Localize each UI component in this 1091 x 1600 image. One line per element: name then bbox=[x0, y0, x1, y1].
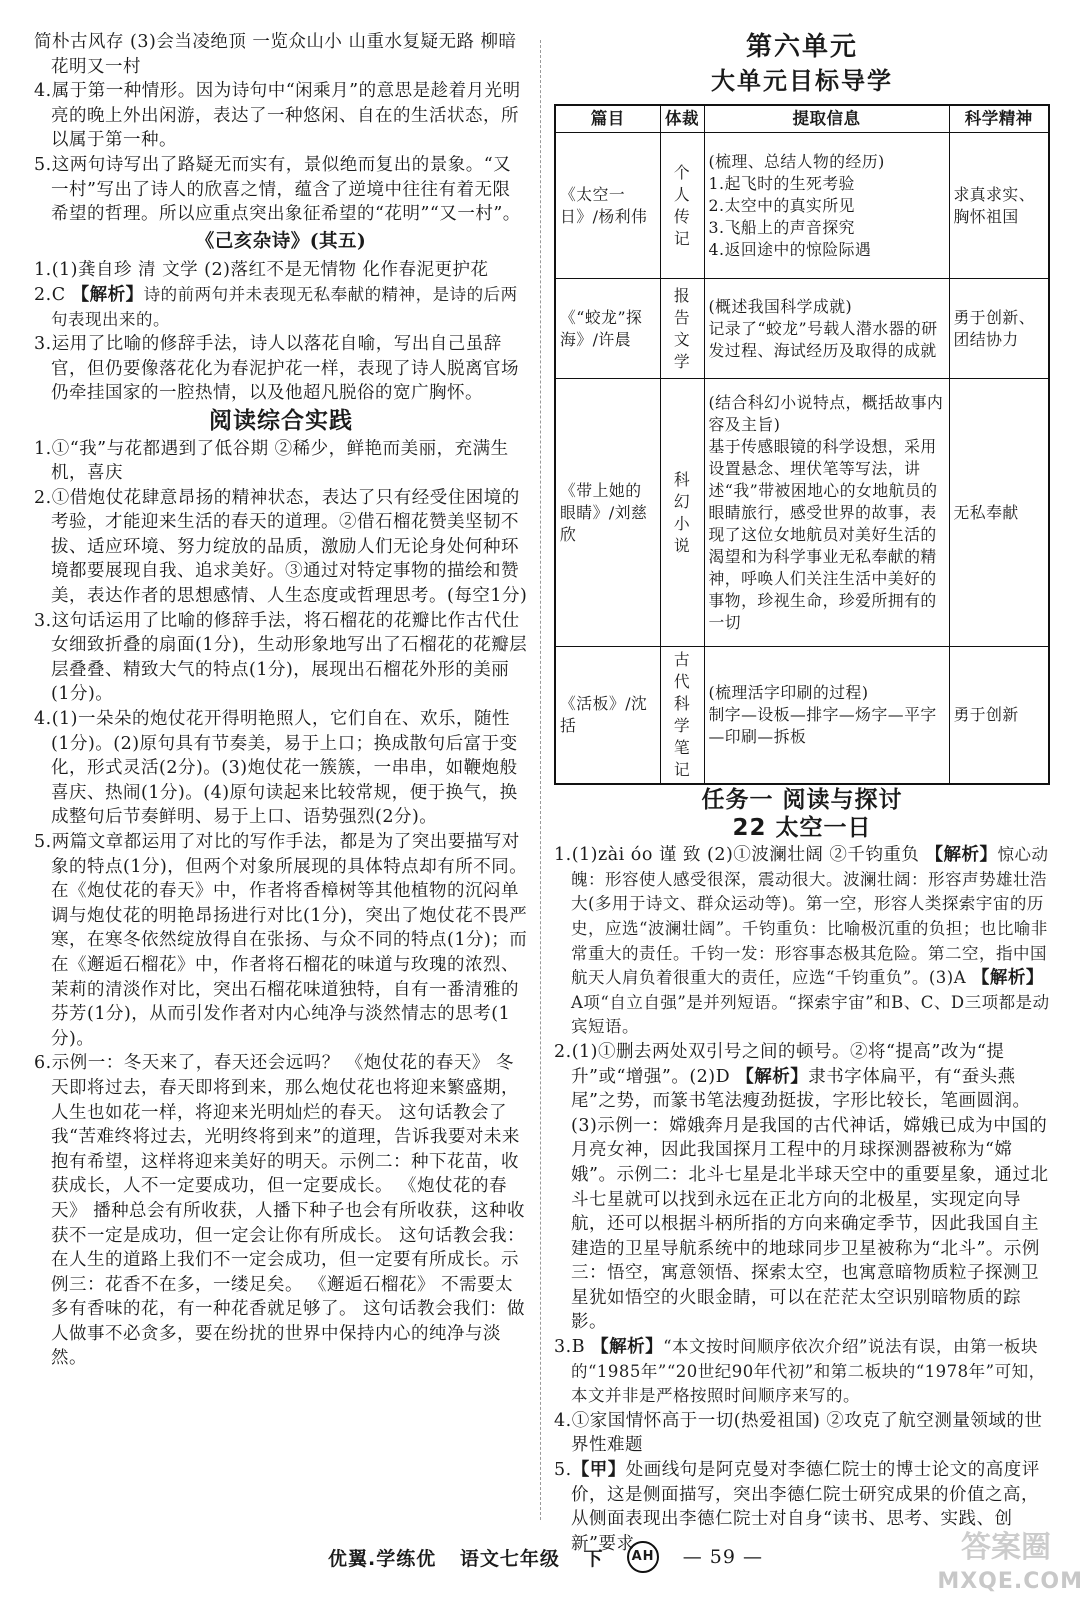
analysis-tag: 【解析】 bbox=[591, 1337, 664, 1358]
analysis-text: 处画线句是阿克曼对李德仁院士的博士论文的高度评价，这是侧面描写，突出李德仁院士研究成果的价值之高，从侧面表现出李德仁院士对自身“读书、思考、实践、创新”要求 bbox=[571, 1460, 1040, 1554]
footer-volume: 下 bbox=[583, 1547, 604, 1570]
answer-item: 2.(1)①删去两处双引号之间的顿号。②将“提高”改为“提升”或“增强”。(2)D 【解析】隶书字体扁平，有“蚕头燕尾”之势，而篆书笔法瘦劲挺拔，字形比较长，笔画圆润。(3)示例一：嫦娥奔月是我国的古代神话，嫦娥已成为中国的月亮女神，因此我国探月工程中的月球探测器被称为“嫦娥”。示例二：北斗七星是北半球天空中的重要星象，通过北斗七星就可以找到永远在正北方向的北极星，实现定向导航，还可以根据斗柄所指的方向来确定季节，因此我国自主建造的卫星导航系统中的地球同步卫星被称为“北斗”。示例三：悟空，寓意领悟、探索太空，也寓意暗物质粒子探测卫星犹如悟空的火眼金睛，可以在茫茫太空识别暗物质的踪影。 bbox=[554, 1041, 1049, 1333]
column-divider bbox=[540, 40, 541, 1520]
footer-subject: 语文七年级 bbox=[459, 1547, 560, 1570]
table-cell-title: 《活板》/沈括 bbox=[555, 647, 660, 785]
analysis-text: 诗的前两句并未表现无私奉献的精神，是诗的后两句表现出来的。 bbox=[51, 284, 518, 329]
table-cell-genre: 古代科学笔记 bbox=[660, 647, 704, 785]
table-header: 体裁 bbox=[660, 105, 704, 133]
analysis-text: “本文按时间顺序依次介绍”说法有误，由第一板块的“1985年”“20世纪90年代初”和第二板块的“1978年”可知，本文并非是严格按照时间顺序来写的。 bbox=[571, 1337, 1046, 1406]
watermark-logo: 答案圈 bbox=[961, 1530, 1051, 1565]
region-badge-icon: AH bbox=[627, 1541, 659, 1573]
table-cell-title: 《带上她的眼睛》/刘慈欣 bbox=[555, 379, 660, 647]
answer-item: 5.两篇文章都运用了对比的写作手法，都是为了突出要描写对象的特点(1分)，但两个对象所展现的具体特点却有所不同。在《炮仗花的春天》中，作者将香樟树等其他植物的沉闷单调与炮仗花的明艳昂扬进行对比(1分)，突出了炮仗花不畏严寒，在寒冬依然绽放得自在张扬、与众不同的特点(1分)；而在《邂逅石榴花》中，作者将石榴花的味道与玫瑰的浓烈、茉莉的清淡作对比，突出石榴花味道独特，自有一番清雅的芬芳(1分)，从而引发作者对内心纯净与淡然情志的思考(1分)。 bbox=[34, 832, 528, 1049]
answer-item: 1.①“我”与花都遇到了低谷期 ②稀少，鲜艳而美丽，充满生机，喜庆 bbox=[34, 438, 509, 484]
analysis-tag: 【解析】 bbox=[71, 284, 144, 305]
analysis-tag: 【解析】 bbox=[925, 845, 998, 866]
watermark-url: MXQE.COM bbox=[937, 1569, 1083, 1594]
analysis-text: A项“自立自强”是并列短语。“探索宇宙”和B、C、D三项都是动宾短语。 bbox=[571, 992, 1050, 1037]
answer-item: 4.(1)一朵朵的炮仗花开得明艳照人，它们自在、欢乐，随性(1分)。(2)原句具有节奏美，易于上口；换成散句后富于变化，形式灵活(2分)。(3)炮仗花一簇簇，一串串，如鞭炮般喜庆、热闹(1分)。(4)原句读起来比较常规，便于换气，换成整句后节奏鲜明、易于上口、语势强烈(2分)。 bbox=[34, 709, 518, 828]
answer-item: 4.属于第一种情形。因为诗句中“闲乘月”的意思是趁着月光明亮的晚上外出闲游，表达了一种悠闲、自在的生活状态，所以属于第一种。 bbox=[34, 81, 521, 151]
answer-item: 1.(1)龚自珍 清 文学 (2)落红不是无情物 化作春泥更护花 bbox=[34, 260, 489, 281]
table-header: 篇目 bbox=[555, 105, 660, 133]
table-cell-title: 《“蛟龙”探海》/许晨 bbox=[555, 279, 660, 379]
unit-subtitle: 大单元目标导学 bbox=[711, 67, 893, 95]
answer-choice: 2.C bbox=[34, 284, 72, 305]
unit-title: 第六单元 bbox=[745, 32, 858, 62]
answer-item: 3.这句话运用了比喻的修辞手法，将石榴花的花瓣比作古代仕女细致折叠的扇面(1分)，生动形象地写出了石榴花的花瓣层层叠叠、精致大气的特点(1分)，展现出石榴花外形的美丽(1分)。 bbox=[34, 610, 528, 705]
right-column bbox=[554, 30, 1050, 1556]
answer-item: 5.这两句诗写出了路疑无而实有，景似绝而复出的景象。“又一村”写出了诗人的欣喜之情，蕴含了逆境中往往有着无限希望的哲理。所以应重点突出象征希望的“花明”“又一村”。 bbox=[34, 154, 521, 225]
page-number: — 59 — bbox=[682, 1546, 763, 1568]
analysis-text: 惊心动魄：形容使人感受很深，震动很大。波澜壮阔：形容声势雄壮浩大(多用于诗文、群众运动等)。第一空，形容人类探索宇宙的历史，应选“波澜壮阔”。千钧重负：比喻极沉重的负担；也比喻非常重大的责任。千钧一发：形容事态极其危险。第二空，指中国航天人肩负着很重大的责任，应选“千钧重负”。(3)A bbox=[571, 845, 1049, 988]
analysis-tag: 【解析】 bbox=[971, 968, 1044, 989]
answer-item: 5.【甲】处画线句是阿克曼对李德仁院士的博士论文的高度评价，这是侧面描写，突出李德仁院士研究成果的价值之高，从侧面表现出李德仁院士对自身“读书、思考、实践、创新”要求 bbox=[554, 1460, 1040, 1554]
table-cell-info: (梳理、总结人物的经历) 1.起飞时的生死考验 2.太空中的真实所见 3.飞船上的声音探究 4.返回途中的惊险际遇 bbox=[704, 133, 949, 279]
table-cell-info: (概述我国科学成就) 记录了“蛟龙”号载人潜水器的研发过程、海试经历及取得的成就 bbox=[704, 279, 949, 379]
task-title: 任务一 阅读与探讨 bbox=[701, 787, 903, 813]
unit-goal-table bbox=[554, 104, 1050, 785]
table-cell-spirit: 求真求实、胸怀祖国 bbox=[949, 133, 1049, 279]
analysis-tag: 【甲】 bbox=[571, 1460, 626, 1481]
table-cell-genre: 报告文学 bbox=[660, 279, 704, 379]
footer-brand: 优翼.学练优 bbox=[327, 1547, 437, 1570]
table-header-row bbox=[555, 105, 1049, 133]
answer-item: 3.运用了比喻的修辞手法，诗人以落花自喻，写出自己虽辞官，但仍要像落花化为春泥护花一样，表现了诗人脱离官场仍牵挂国家的一腔热情，以及他超凡脱俗的宽广胸怀。 bbox=[34, 334, 519, 404]
left-column bbox=[34, 30, 528, 1371]
intro-line: 简朴古风存 (3)会当凌绝顶 一览众山小 山重水复疑无路 柳暗花明又一村 bbox=[34, 32, 517, 77]
lesson-title: 22 太空一日 bbox=[732, 814, 872, 841]
table-cell-info: (结合科幻小说特点，概括故事内容及主旨) 基于传感眼镜的科学设想，采用设置悬念、埋伏笔等写法，讲述“我”带被困地心的女地航员的眼睛旅行，感受世界的故事，表现了这位女地航员对美好生活的渴望和为科学事业无私奉献的精神，呼唤人们关注生活中美好的事物，珍视生命，珍爱所拥有的一切 bbox=[704, 379, 949, 647]
table-cell-spirit: 无私奉献 bbox=[949, 379, 1049, 647]
table-row bbox=[555, 379, 1049, 647]
table-row bbox=[555, 279, 1049, 379]
answer-item: 2.①借炮仗花肆意昂扬的精神状态，表达了只有经受住困境的考验，才能迎来生活的春天的道理。②借石榴花赞美坚韧不拔、适应环境、努力绽放的品质，激励人们无论身处何种环境都要展现自我、追求美好。③通过对特定事物的描绘和赞美，表达作者的思想感情、人生态度或哲理思考。(每空1分) bbox=[34, 487, 528, 607]
table-header: 科学精神 bbox=[949, 105, 1049, 133]
answer-item: 3.B 【解析】“本文按时间顺序依次介绍”说法有误，由第一板块的“1985年”“20世纪90年代初”和第二板块的“1978年”可知，本文并非是严格按照时间顺序来写的。 bbox=[554, 1337, 1046, 1406]
answer-item: 1.(1)zài óo 谨 致 (2)①波澜壮阔 ②千钧重负 【解析】惊心动魄：形容使人感受很深，震动很大。波澜壮阔：形容声势雄壮浩大(多用于诗文、群众运动等)。第一空，形容人类探索宇宙的历史，应选“波澜壮阔”。千钧重负：比喻极沉重的负担；也比喻非常重大的责任。千钧一发：形容事态极其危险。第二空，指中国航天人肩负着很重大的责任，应选“千钧重负”。(3)A 【解析】A项“自立自强”是并列短语。“探索宇宙”和B、C、D三项都是动宾短语。 bbox=[554, 845, 1050, 1037]
table-row bbox=[555, 133, 1049, 279]
answer-item bbox=[34, 283, 528, 332]
answer-item: 4.①家国情怀高于一切(热爱祖国) ②攻克了航空测量领域的世界性难题 bbox=[554, 1410, 1043, 1456]
poem-title: 《己亥杂诗》(其五) bbox=[195, 230, 367, 252]
table-cell-spirit: 勇于创新 bbox=[949, 647, 1049, 785]
table-cell-title: 《太空一日》/杨利伟 bbox=[555, 133, 660, 279]
section-title: 阅读综合实践 bbox=[209, 407, 353, 434]
table-header: 提取信息 bbox=[704, 105, 949, 133]
page-footer bbox=[0, 1541, 1091, 1573]
table-cell-genre: 科幻小说 bbox=[660, 379, 704, 647]
answer-item: 6.示例一：冬天来了，春天还会远吗？ 《炮仗花的春天》 冬天即将过去，春天即将到来，那么炮仗花也将迎来繁盛期，人生也如花一样，将迎来光明灿烂的春天。 这句话教会了我“苦难终将过去，光明终将到来”的道理，告诉我要对未来抱有希望，这样将迎来美好的明天。示例二：种下花苗，收获成长，人不一定要成功，但一定要成长。 《炮仗花的春天》 播种总会有所收获，人播下种子也会有所收获，这种收获不一定是成功，但一定会让你有所成长。 这句话教会我：在人生的道路上我们不一定会成功，但一定要有所成长。示例三：花香不在多，一缕足矣。 《邂逅石榴花》 不需要太多有香味的花，有一种花香就足够了。 这句话教会我们：做人做事不必贪多，要在纷扰的世界中保持内心的纯净与淡然。 bbox=[34, 1053, 526, 1369]
table-cell-genre: 个人传记 bbox=[660, 133, 704, 279]
analysis-text: 隶书字体扁平，有“蚕头燕尾”之势，而篆书笔法瘦劲挺拔，字形比较长，笔画圆润。(3)示例一：嫦娥奔月是我国的古代神话，嫦娥已成为中国的月亮女神，因此我国探月工程中的月球探测器被称为“嫦娥”。示例二：北斗七星是北半球天空中的重要星象，通过北斗七星就可以找到永远在正北方向的北极星，实现定向导航，还可以根据斗柄所指的方向来确定季节，因此我国自主建造的卫星导航系统中的地球同步卫星被称为“北斗”。示例三：悟空，寓意领悟、探索太空，也寓意暗物质粒子探测卫星犹如悟空的火眼金睛，可以在茫茫太空识别暗物质的踪影。 bbox=[571, 1066, 1049, 1333]
table-row bbox=[555, 647, 1049, 785]
table-cell-info: (梳理活字印刷的过程) 制字—设板—排字—炀字—平字—印刷—拆板 bbox=[704, 647, 949, 785]
table-cell-spirit: 勇于创新、团结协力 bbox=[949, 279, 1049, 379]
analysis-tag: 【解析】 bbox=[736, 1066, 809, 1087]
